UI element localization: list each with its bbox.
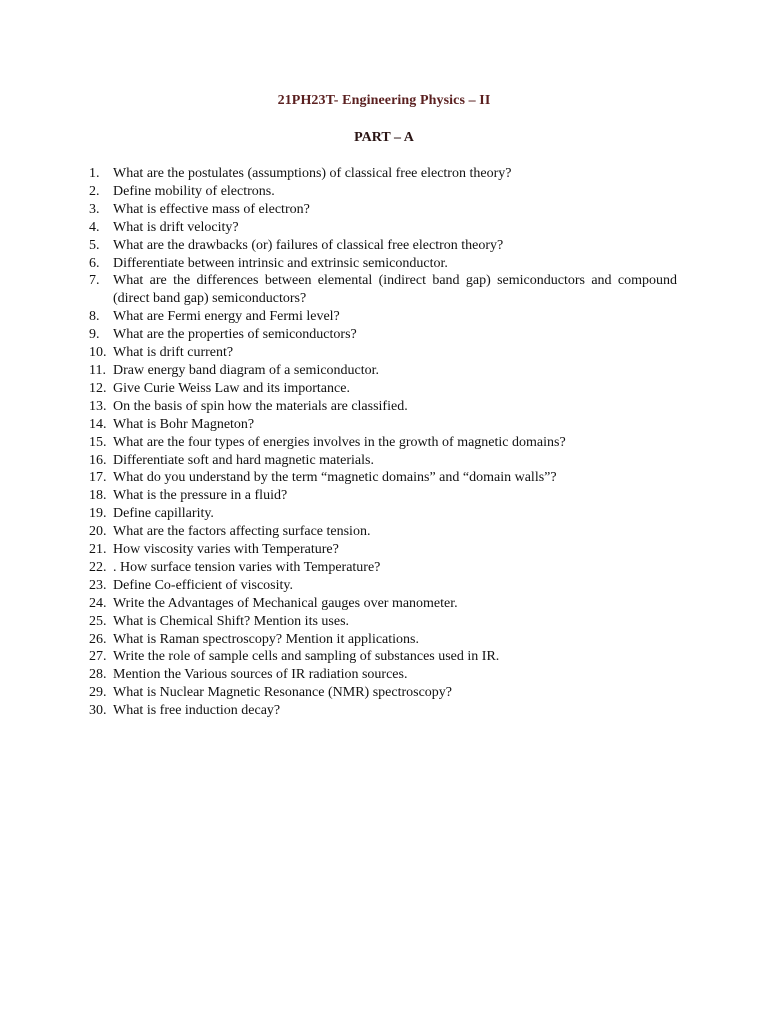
question-text: What is Nuclear Magnetic Resonance (NMR) spectroscopy? — [113, 685, 452, 701]
question-number: 18. — [89, 488, 107, 504]
question-item — [89, 165, 677, 183]
question-item — [89, 559, 677, 577]
question-item — [89, 326, 677, 344]
question-item — [89, 487, 677, 505]
question-number: 27. — [89, 649, 107, 665]
question-text: How viscosity varies with Temperature? — [113, 542, 339, 558]
question-text: . How surface tension varies with Temperature? — [113, 559, 381, 575]
question-number: 20. — [89, 524, 107, 540]
question-text: What is drift velocity? — [113, 219, 239, 235]
question-number: 26. — [89, 631, 107, 647]
question-number: 16. — [89, 452, 107, 468]
question-text: What are the differences between elemental (indirect band gap) semiconductors and compound (direct band gap) semiconductors? — [113, 273, 677, 307]
question-text: What is free induction decay? — [113, 703, 281, 719]
question-item — [89, 362, 677, 380]
question-number: 19. — [89, 506, 107, 522]
question-item — [89, 272, 677, 308]
question-item — [89, 201, 677, 219]
question-text: Mention the Various sources of IR radiation sources. — [113, 667, 408, 683]
question-number: 29. — [89, 685, 107, 701]
question-item — [89, 541, 677, 559]
question-number: 4. — [89, 219, 100, 235]
question-number: 14. — [89, 416, 107, 432]
question-number: 9. — [89, 327, 100, 343]
question-item — [89, 344, 677, 362]
question-number: 7. — [89, 273, 100, 289]
question-number: 3. — [89, 201, 100, 217]
question-item — [89, 380, 677, 398]
question-text: Write the Advantages of Mechanical gauges over manometer. — [113, 595, 458, 611]
question-text: What are the postulates (assumptions) of classical free electron theory? — [113, 166, 512, 181]
question-text: What are the factors affecting surface tension. — [113, 524, 371, 540]
question-item — [89, 308, 677, 326]
question-number: 23. — [89, 577, 107, 593]
question-text: Draw energy band diagram of a semiconductor. — [113, 362, 380, 378]
question-item — [89, 684, 677, 702]
question-text: What are the four types of energies involves in the growth of magnetic domains? — [113, 434, 566, 450]
question-item — [89, 416, 677, 434]
question-text: Define Co-efficient of viscosity. — [113, 577, 294, 593]
question-item — [89, 219, 677, 237]
question-text: Define capillarity. — [113, 506, 214, 522]
question-number: 21. — [89, 542, 107, 558]
question-number: 5. — [89, 237, 100, 253]
question-number: 15. — [89, 434, 107, 450]
question-text: What are Fermi energy and Fermi level? — [113, 309, 340, 325]
question-item — [89, 434, 677, 452]
question-text: Differentiate between intrinsic and extrinsic semiconductor. — [113, 255, 448, 271]
question-text: Define mobility of electrons. — [113, 183, 275, 199]
question-text: What is the pressure in a fluid? — [113, 488, 288, 504]
document-title: 21PH23T- Engineering Physics – II — [277, 93, 491, 108]
question-number: 11. — [89, 362, 106, 378]
question-number: 8. — [89, 309, 100, 325]
question-text: Differentiate soft and hard magnetic materials. — [113, 452, 374, 468]
question-text: What is Raman spectroscopy? Mention it applications. — [113, 631, 419, 647]
question-text: What are the properties of semiconductors? — [113, 327, 357, 343]
question-item — [89, 648, 677, 666]
question-item — [89, 469, 677, 487]
question-text: What is effective mass of electron? — [113, 201, 310, 217]
question-item — [89, 523, 677, 541]
question-text: What are the drawbacks (or) failures of classical free electron theory? — [113, 237, 504, 253]
question-number: 1. — [89, 166, 100, 181]
question-number: 17. — [89, 470, 107, 486]
question-number: 6. — [89, 255, 100, 271]
question-number: 24. — [89, 595, 107, 611]
question-item — [89, 237, 677, 255]
question-item — [89, 631, 677, 649]
question-item — [89, 577, 677, 595]
question-item — [89, 183, 677, 201]
question-number: 10. — [89, 345, 107, 361]
question-text: What do you understand by the term “magnetic domains” and “domain walls”? — [113, 470, 557, 486]
question-item — [89, 595, 677, 613]
part-heading: PART – A — [354, 130, 414, 145]
question-text: What is Chemical Shift? Mention its uses. — [113, 613, 350, 629]
question-number: 22. — [89, 559, 107, 575]
question-number: 13. — [89, 398, 107, 414]
question-item — [89, 505, 677, 523]
question-item — [89, 666, 677, 684]
question-text: Give Curie Weiss Law and its importance. — [113, 380, 350, 396]
question-text: What is Bohr Magneton? — [113, 416, 255, 432]
question-number: 2. — [89, 183, 100, 199]
question-list — [89, 165, 677, 720]
question-item — [89, 398, 677, 416]
question-number: 30. — [89, 703, 107, 719]
question-item — [89, 702, 677, 720]
question-number: 25. — [89, 613, 107, 629]
question-text: What is drift current? — [113, 345, 234, 361]
question-item — [89, 255, 677, 273]
question-text: On the basis of spin how the materials are classified. — [113, 398, 408, 414]
question-item — [89, 452, 677, 470]
question-item — [89, 613, 677, 631]
question-number: 28. — [89, 667, 107, 683]
question-text: Write the role of sample cells and sampling of substances used in IR. — [113, 649, 500, 665]
question-number: 12. — [89, 380, 107, 396]
